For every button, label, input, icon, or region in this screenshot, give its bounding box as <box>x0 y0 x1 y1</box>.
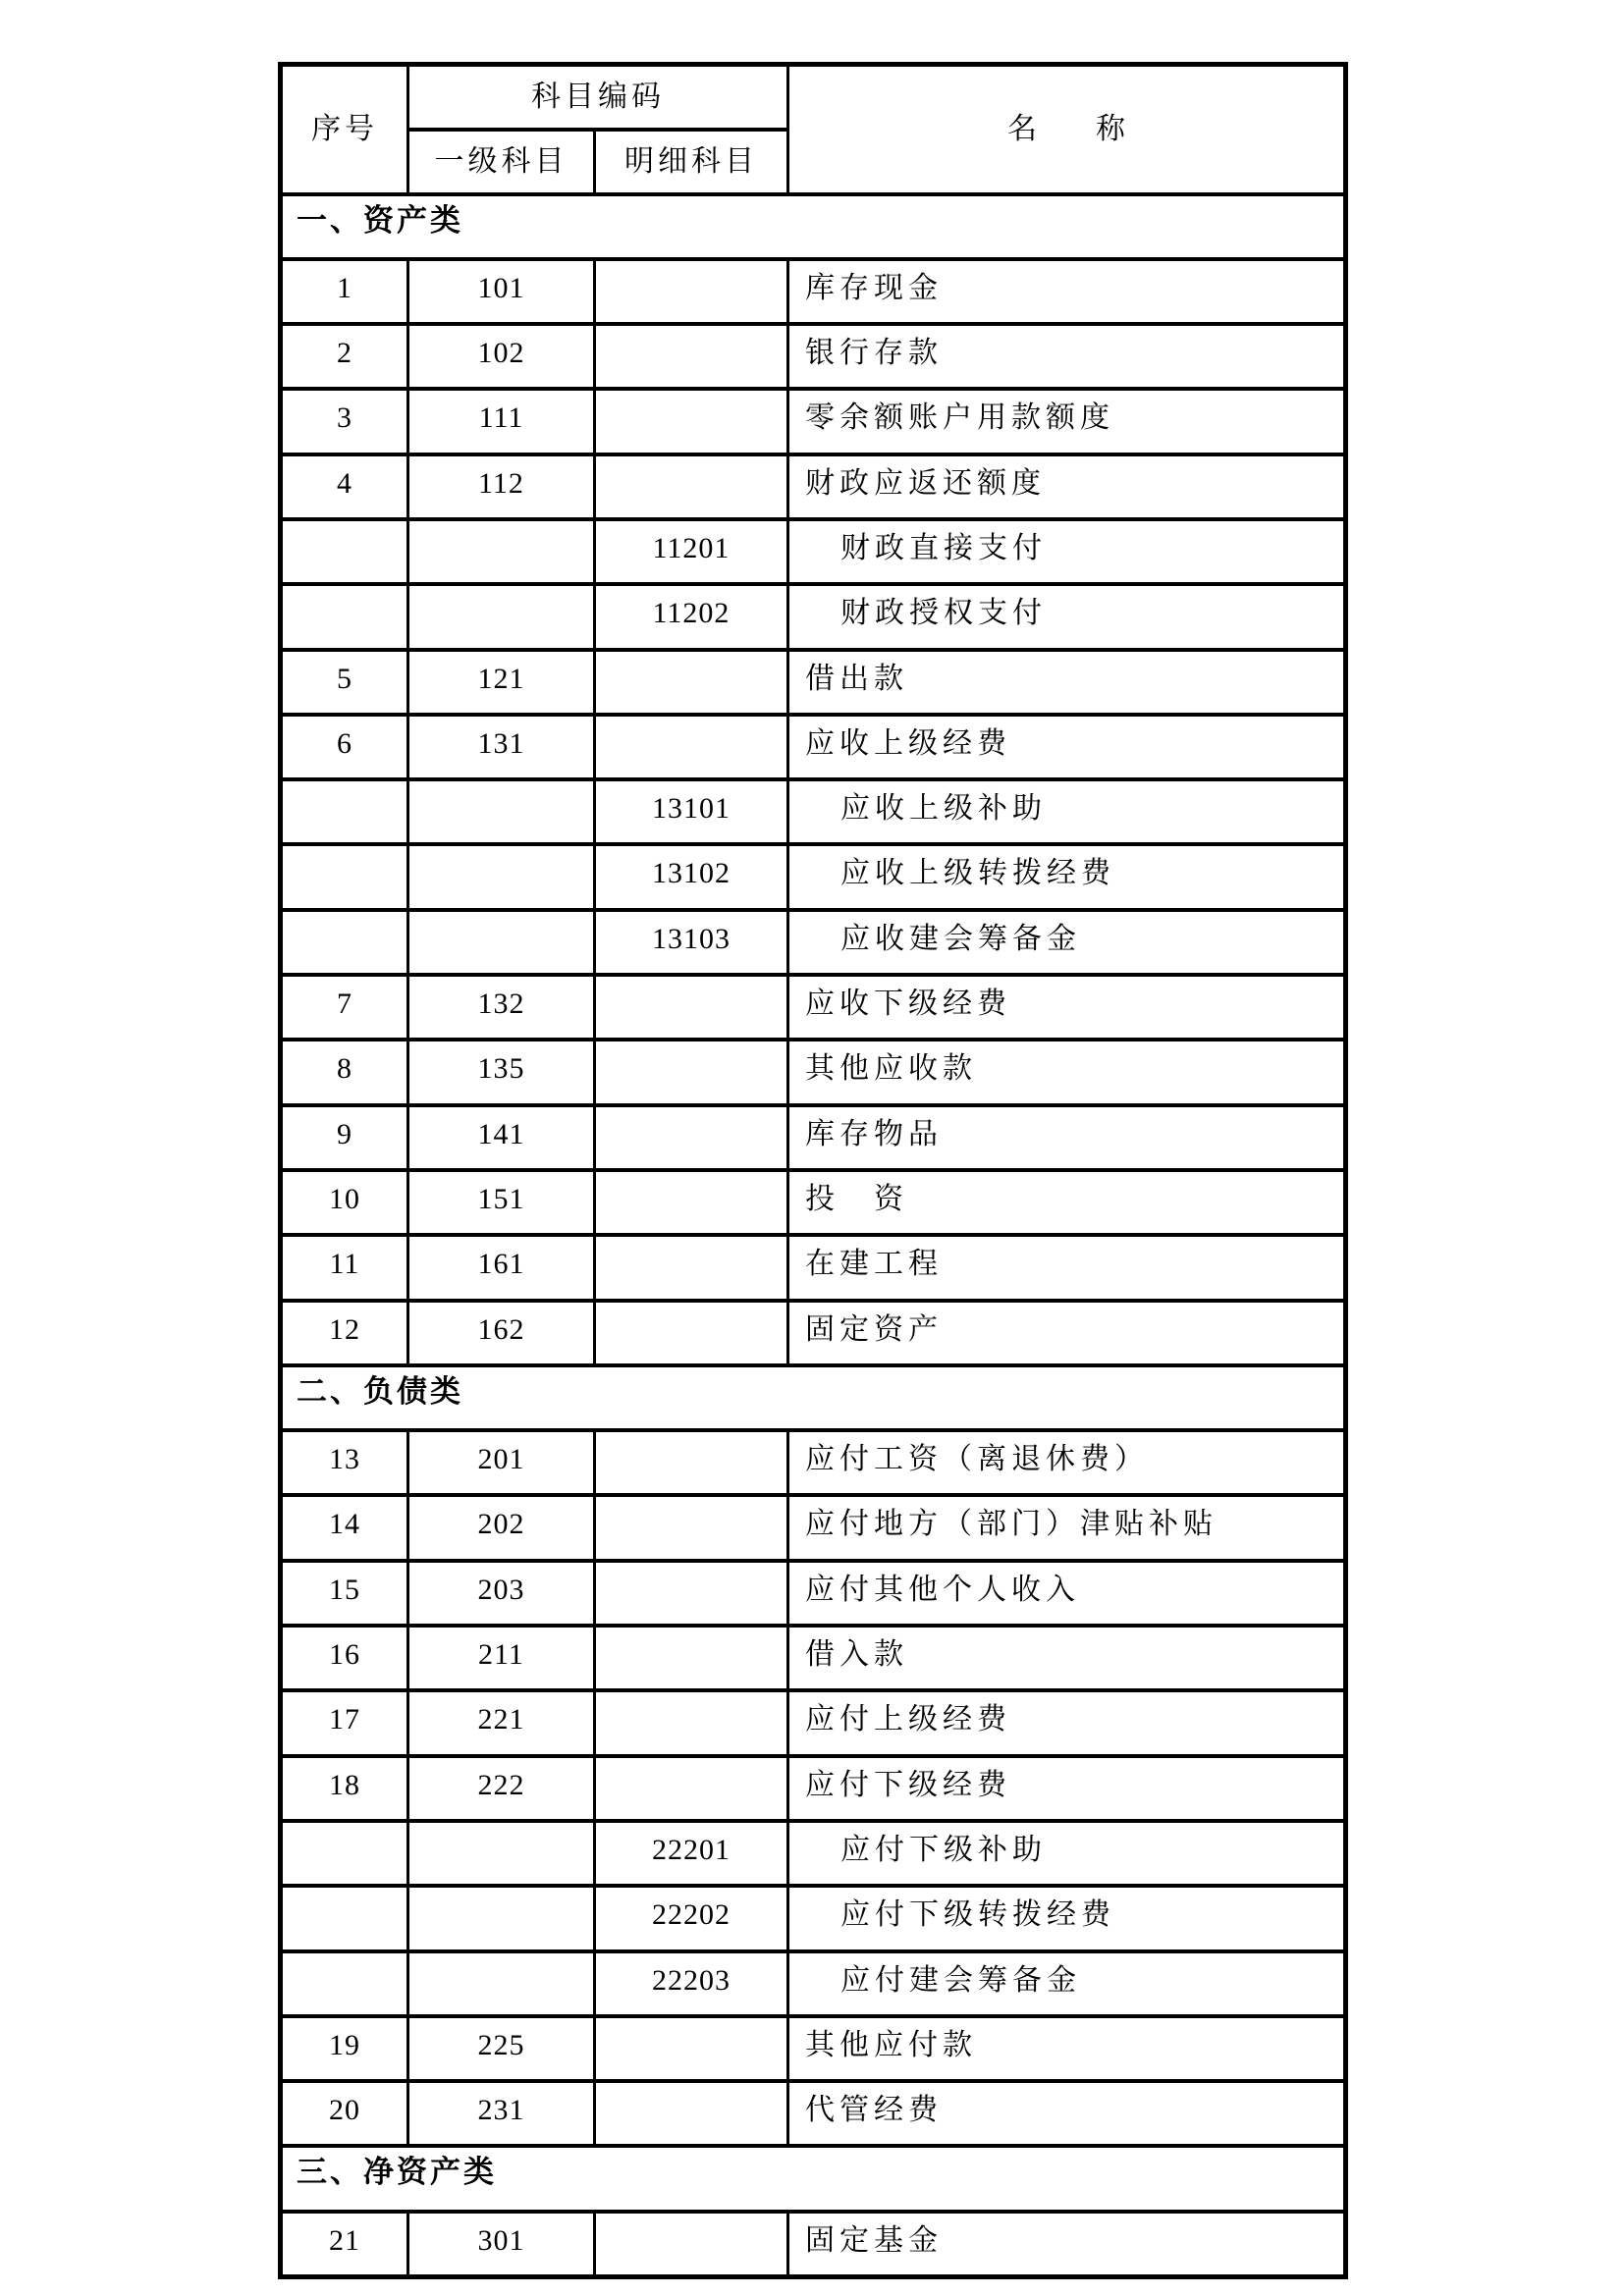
cell-serial-number: 11 <box>281 1235 408 1300</box>
cell-account-name: 应付建会筹备金 <box>788 1951 1346 2016</box>
cell-detail-code: 11201 <box>595 519 788 584</box>
cell-detail-code: 22201 <box>595 1821 788 1886</box>
cell-detail-code <box>595 1105 788 1170</box>
cell-account-name: 应付其他个人收入 <box>788 1561 1346 1626</box>
table-row <box>281 1040 1346 1104</box>
cell-detail-code <box>595 324 788 389</box>
cell-level1-code: 111 <box>408 389 595 454</box>
table-row <box>281 844 1346 909</box>
cell-account-name: 应收下级经费 <box>788 975 1346 1040</box>
table-row <box>281 584 1346 649</box>
cell-serial-number: 3 <box>281 389 408 454</box>
table-row <box>281 650 1346 715</box>
cell-level1-code <box>408 779 595 844</box>
header-row-1 <box>281 65 1346 130</box>
table-row <box>281 1886 1346 1950</box>
cell-detail-code <box>595 1301 788 1365</box>
table-row <box>281 259 1346 324</box>
table-row <box>281 715 1346 779</box>
table-row <box>281 975 1346 1040</box>
table-row <box>281 2081 1346 2146</box>
cell-level1-code: 112 <box>408 454 595 519</box>
cell-account-name: 财政直接支付 <box>788 519 1346 584</box>
table-row <box>281 1951 1346 2016</box>
cell-level1-code: 151 <box>408 1170 595 1235</box>
cell-serial-number: 7 <box>281 975 408 1040</box>
cell-detail-code: 22203 <box>595 1951 788 2016</box>
table-row <box>281 2016 1346 2081</box>
cell-account-name: 库存物品 <box>788 1105 1346 1170</box>
cell-level1-code: 162 <box>408 1301 595 1365</box>
cell-detail-code <box>595 975 788 1040</box>
cell-account-name: 应收上级补助 <box>788 779 1346 844</box>
section-title: 三、净资产类 <box>281 2146 1346 2211</box>
cell-serial-number <box>281 1951 408 2016</box>
cell-account-name: 财政授权支付 <box>788 584 1346 649</box>
cell-serial-number: 16 <box>281 1626 408 1690</box>
cell-level1-code: 101 <box>408 259 595 324</box>
cell-level1-code: 225 <box>408 2016 595 2081</box>
cell-serial-number: 14 <box>281 1495 408 1560</box>
cell-level1-code: 121 <box>408 650 595 715</box>
table-row <box>281 454 1346 519</box>
cell-account-name: 借入款 <box>788 1626 1346 1690</box>
account-code-table <box>278 62 1348 2279</box>
cell-detail-code <box>595 2016 788 2081</box>
table-header <box>281 65 1346 194</box>
cell-account-name: 借出款 <box>788 650 1346 715</box>
cell-detail-code <box>595 1495 788 1560</box>
cell-serial-number <box>281 779 408 844</box>
cell-account-name: 其他应收款 <box>788 1040 1346 1104</box>
cell-level1-code: 201 <box>408 1430 595 1495</box>
table-row <box>281 1495 1346 1560</box>
cell-level1-code: 221 <box>408 1690 595 1755</box>
cell-serial-number: 9 <box>281 1105 408 1170</box>
table-row <box>281 1430 1346 1495</box>
header-level1-code: 一级科目 <box>408 130 595 194</box>
cell-serial-number: 15 <box>281 1561 408 1626</box>
cell-account-name: 零余额账户用款额度 <box>788 389 1346 454</box>
cell-detail-code <box>595 1626 788 1690</box>
cell-level1-code: 202 <box>408 1495 595 1560</box>
cell-detail-code <box>595 1690 788 1755</box>
cell-detail-code: 13102 <box>595 844 788 909</box>
cell-detail-code <box>595 650 788 715</box>
cell-account-name: 固定基金 <box>788 2212 1346 2276</box>
cell-level1-code: 131 <box>408 715 595 779</box>
cell-account-name: 应付下级补助 <box>788 1821 1346 1886</box>
table-row <box>281 389 1346 454</box>
table-row <box>281 910 1346 975</box>
header-code-group: 科目编码 <box>408 65 788 130</box>
cell-level1-code: 135 <box>408 1040 595 1104</box>
cell-serial-number: 17 <box>281 1690 408 1755</box>
cell-serial-number: 2 <box>281 324 408 389</box>
section-row <box>281 194 1346 259</box>
cell-account-name: 代管经费 <box>788 2081 1346 2146</box>
cell-level1-code: 161 <box>408 1235 595 1300</box>
table-row <box>281 1235 1346 1300</box>
cell-detail-code <box>595 1561 788 1626</box>
section-row <box>281 1365 1346 1430</box>
cell-level1-code: 211 <box>408 1626 595 1690</box>
cell-detail-code: 13101 <box>595 779 788 844</box>
cell-serial-number <box>281 584 408 649</box>
cell-serial-number: 1 <box>281 259 408 324</box>
cell-serial-number: 4 <box>281 454 408 519</box>
table-row <box>281 1170 1346 1235</box>
table-body <box>281 194 1346 2277</box>
cell-serial-number: 10 <box>281 1170 408 1235</box>
cell-account-name: 应收上级经费 <box>788 715 1346 779</box>
cell-level1-code <box>408 1821 595 1886</box>
cell-level1-code: 203 <box>408 1561 595 1626</box>
cell-account-name: 应付工资（离退休费） <box>788 1430 1346 1495</box>
cell-serial-number: 8 <box>281 1040 408 1104</box>
cell-account-name: 财政应返还额度 <box>788 454 1346 519</box>
cell-serial-number: 5 <box>281 650 408 715</box>
cell-account-name: 库存现金 <box>788 259 1346 324</box>
cell-detail-code <box>595 259 788 324</box>
table-row <box>281 2212 1346 2276</box>
cell-serial-number <box>281 910 408 975</box>
cell-serial-number: 13 <box>281 1430 408 1495</box>
header-detail-code: 明细科目 <box>595 130 788 194</box>
cell-account-name: 其他应付款 <box>788 2016 1346 2081</box>
table-row <box>281 1105 1346 1170</box>
cell-level1-code <box>408 1951 595 2016</box>
table-row <box>281 1690 1346 1755</box>
cell-detail-code <box>595 715 788 779</box>
cell-level1-code: 102 <box>408 324 595 389</box>
cell-serial-number <box>281 1821 408 1886</box>
cell-detail-code <box>595 1430 788 1495</box>
cell-account-name: 应付下级经费 <box>788 1756 1346 1821</box>
cell-serial-number: 18 <box>281 1756 408 1821</box>
cell-detail-code: 11202 <box>595 584 788 649</box>
cell-level1-code <box>408 1886 595 1950</box>
table-row <box>281 779 1346 844</box>
cell-account-name: 应收建会筹备金 <box>788 910 1346 975</box>
cell-level1-code: 141 <box>408 1105 595 1170</box>
section-title: 一、资产类 <box>281 194 1346 259</box>
cell-serial-number: 6 <box>281 715 408 779</box>
cell-level1-code <box>408 519 595 584</box>
table-row <box>281 324 1346 389</box>
cell-level1-code <box>408 584 595 649</box>
table-row <box>281 519 1346 584</box>
cell-serial-number <box>281 1886 408 1950</box>
cell-serial-number: 21 <box>281 2212 408 2276</box>
cell-level1-code <box>408 910 595 975</box>
cell-level1-code: 222 <box>408 1756 595 1821</box>
cell-detail-code: 22202 <box>595 1886 788 1950</box>
cell-account-name: 固定资产 <box>788 1301 1346 1365</box>
cell-serial-number <box>281 844 408 909</box>
table-row <box>281 1821 1346 1886</box>
cell-serial-number: 19 <box>281 2016 408 2081</box>
table-row <box>281 1756 1346 1821</box>
section-title: 二、负债类 <box>281 1365 1346 1430</box>
section-row <box>281 2146 1346 2211</box>
header-serial: 序号 <box>281 65 408 194</box>
table-row <box>281 1301 1346 1365</box>
cell-account-name: 应收上级转拨经费 <box>788 844 1346 909</box>
cell-serial-number: 20 <box>281 2081 408 2146</box>
cell-account-name: 在建工程 <box>788 1235 1346 1300</box>
cell-detail-code <box>595 1170 788 1235</box>
cell-serial-number <box>281 519 408 584</box>
cell-level1-code: 301 <box>408 2212 595 2276</box>
table-row <box>281 1561 1346 1626</box>
cell-account-name: 投 资 <box>788 1170 1346 1235</box>
cell-detail-code <box>595 1235 788 1300</box>
cell-detail-code <box>595 389 788 454</box>
cell-detail-code <box>595 2212 788 2276</box>
cell-account-name: 银行存款 <box>788 324 1346 389</box>
cell-level1-code: 231 <box>408 2081 595 2146</box>
cell-account-name: 应付下级转拨经费 <box>788 1886 1346 1950</box>
cell-detail-code <box>595 2081 788 2146</box>
cell-detail-code <box>595 454 788 519</box>
cell-level1-code <box>408 844 595 909</box>
cell-account-name: 应付上级经费 <box>788 1690 1346 1755</box>
cell-detail-code: 13103 <box>595 910 788 975</box>
cell-account-name: 应付地方（部门）津贴补贴 <box>788 1495 1346 1560</box>
cell-level1-code: 132 <box>408 975 595 1040</box>
table-row <box>281 1626 1346 1690</box>
cell-serial-number: 12 <box>281 1301 408 1365</box>
cell-detail-code <box>595 1040 788 1104</box>
cell-detail-code <box>595 1756 788 1821</box>
header-name: 名 称 <box>788 65 1346 194</box>
